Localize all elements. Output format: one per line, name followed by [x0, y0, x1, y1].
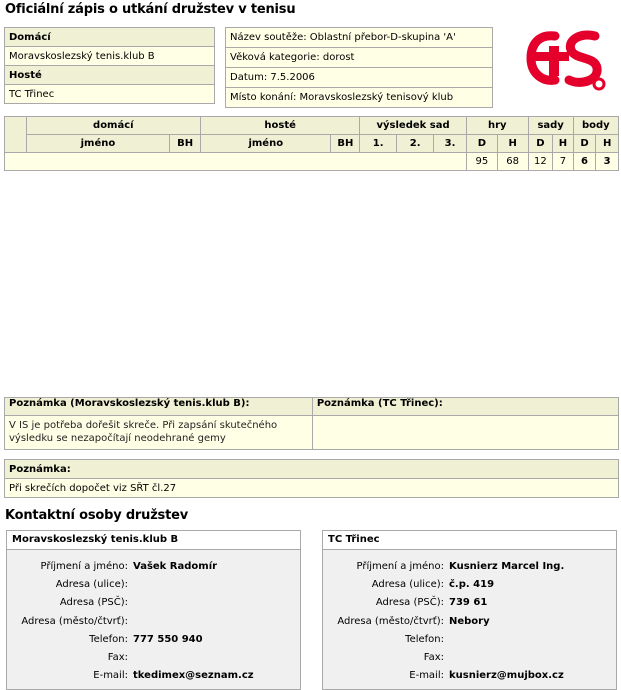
contact-field-label: E-mail:: [93, 670, 128, 682]
total-sets-h: 7: [553, 153, 574, 171]
points-header: body: [573, 117, 618, 135]
guest-col-header: hosté: [201, 117, 360, 135]
guest-note-text: [312, 416, 618, 450]
contact-field-label: Adresa (ulice):: [371, 578, 444, 590]
contact-field-label: Adresa (PSČ):: [59, 597, 128, 609]
contact-field-value: č.p. 419: [449, 578, 495, 590]
sets-header: sady: [528, 117, 573, 135]
age-category: Věková kategorie: dorost: [226, 48, 493, 68]
contact-row: [7, 612, 300, 630]
games-header: hry: [466, 117, 528, 135]
set3-header: 3.: [434, 135, 467, 153]
total-points-d: 6: [573, 153, 596, 171]
games-d-header: D: [466, 135, 497, 153]
home-bh-header: BH: [170, 135, 201, 153]
contact-row: [323, 630, 616, 648]
general-note-label: Poznámka:: [5, 460, 619, 479]
contact-field-value: 739 61: [449, 597, 488, 609]
page-title: Oficiální zápis o utkání družstev v tenisu: [5, 2, 296, 17]
team-notes-table: [4, 397, 619, 450]
contact-row: [323, 594, 616, 612]
guest-note-label: Poznámka (TC Třinec):: [312, 398, 618, 416]
contact-row: [323, 667, 616, 685]
guest-team: TC Třinec: [5, 85, 215, 104]
contact-row: [323, 557, 616, 575]
contact-row: [323, 575, 616, 593]
home-note-label: Poznámka (Moravskoslezský tenis.klub B):: [5, 398, 313, 416]
contact-field-label: Adresa (město/čtvrť):: [337, 615, 444, 627]
contact-field-value: Kusnierz Marcel Ing.: [449, 560, 565, 572]
contact-row: [7, 575, 300, 593]
teams-table: [4, 27, 215, 104]
home-label: Domácí: [5, 28, 215, 47]
contact-row: [7, 630, 300, 648]
contact-field-value: kusnierz@mujbox.cz: [449, 670, 564, 682]
contact-field-label: Příjmení a jméno:: [40, 560, 128, 572]
general-note-table: [4, 459, 619, 498]
home-note-text: V IS je potřeba dořešit skreče. Při zapsání skutečného výsledku se nezapočítají neodehrané gemy: [5, 416, 313, 450]
total-sets-d: 12: [528, 153, 553, 171]
set2-header: 2.: [397, 135, 434, 153]
guest-contact-team: TC Třinec: [323, 531, 616, 550]
total-points-h: 3: [596, 153, 619, 171]
contact-field-label: Fax:: [107, 652, 128, 664]
general-note-text: Při skrečích dopočet viz SŘT čl.27: [5, 479, 619, 498]
contact-field-value: tkedimex@seznam.cz: [133, 670, 254, 682]
contact-row: [7, 594, 300, 612]
contact-row: [323, 648, 616, 666]
match-date: Datum: 7.5.2006: [226, 68, 493, 88]
contact-field-value: 777 550 940: [133, 633, 203, 645]
match-venue: Místo konání: Moravskoslezský tenisový klub: [226, 88, 493, 108]
match-info-table: [225, 27, 493, 108]
guest-bh-header: BH: [331, 135, 360, 153]
sets-d-header: D: [528, 135, 553, 153]
points-d-header: D: [573, 135, 596, 153]
guest-label: Hosté: [5, 66, 215, 85]
competition-name: Název soutěže: Oblastní přebor-D-skupina 'A': [226, 28, 493, 48]
set1-header: 1.: [360, 135, 397, 153]
contact-field-value: Vašek Radomír: [133, 560, 218, 572]
home-contact-box: [6, 530, 301, 690]
contact-row: [7, 557, 300, 575]
sets-result-header: výsledek sad: [360, 117, 467, 135]
contact-field-label: Adresa (PSČ):: [375, 597, 444, 609]
contact-field-label: Adresa (ulice):: [55, 578, 128, 590]
points-h-header: H: [596, 135, 619, 153]
contacts-title: Kontaktní osoby družstev: [5, 508, 189, 523]
contact-row: [7, 667, 300, 685]
contact-row: [323, 612, 616, 630]
cts-logo-icon: [525, 24, 609, 94]
sets-h-header: H: [553, 135, 574, 153]
contact-field-label: Fax:: [423, 652, 444, 664]
contact-field-label: Telefon:: [89, 633, 128, 645]
results-table: [4, 116, 619, 171]
home-col-header: domácí: [26, 117, 201, 135]
guest-contact-box: [322, 530, 617, 690]
contact-field-label: Příjmení a jméno:: [356, 560, 444, 572]
contact-field-label: Adresa (město/čtvrť):: [21, 615, 128, 627]
totals-row: [5, 153, 619, 171]
home-team: Moravskoslezský tenis.klub B: [5, 47, 215, 66]
home-contact-team: Moravskoslezský tenis.klub B: [7, 531, 300, 550]
contact-field-label: Telefon:: [405, 633, 444, 645]
contact-row: [7, 648, 300, 666]
contact-field-value: Nebory: [449, 615, 490, 627]
total-games-h: 68: [497, 153, 528, 171]
games-h-header: H: [497, 135, 528, 153]
guest-name-header: jméno: [201, 135, 331, 153]
total-games-d: 95: [466, 153, 497, 171]
home-name-header: jméno: [26, 135, 170, 153]
contact-field-label: E-mail:: [409, 670, 444, 682]
